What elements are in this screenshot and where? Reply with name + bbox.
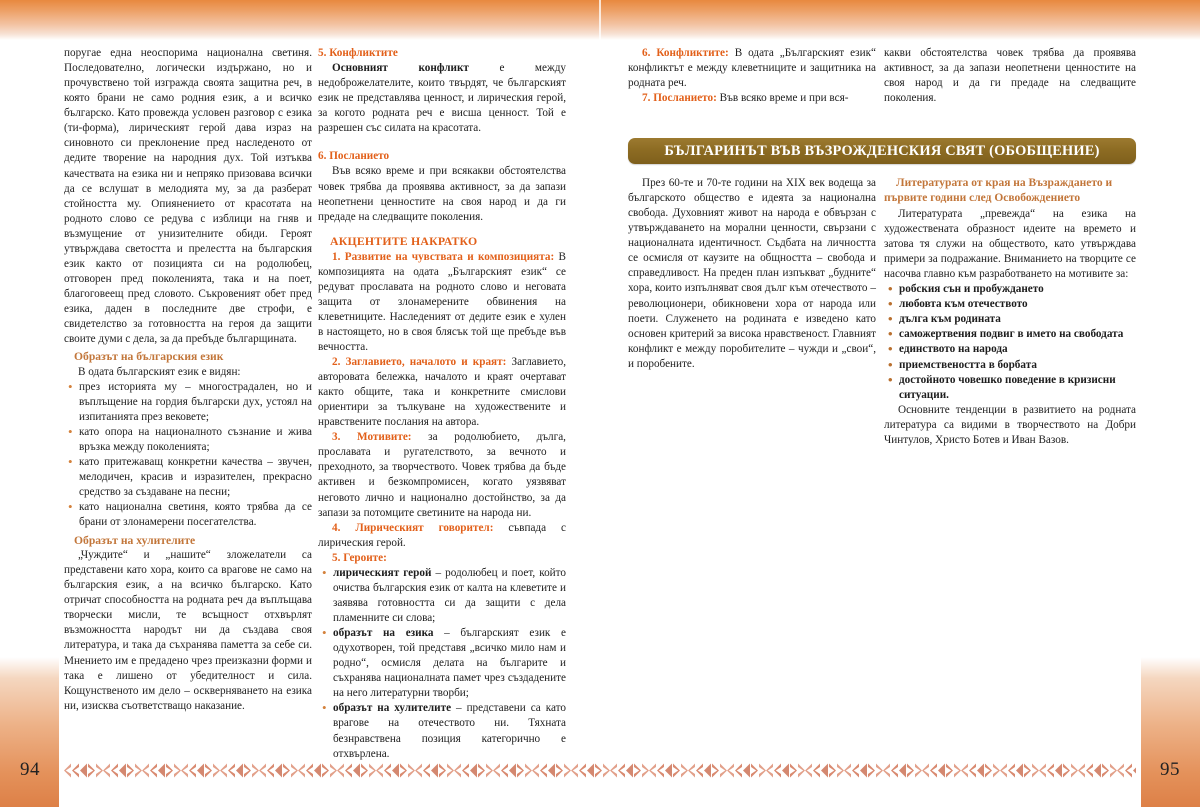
list-item: • достойното човешко поведение в кризисни ситуации. (884, 373, 1136, 403)
page-number-right: 95 (1160, 759, 1180, 780)
list-item: • дълга към родината (884, 312, 1136, 327)
list-language-traits (64, 380, 312, 531)
list-item: • като притежаващ конкретни качества – звучен, мелодичен, красив и изразителен, прекрасно средство за създаване на песни; (64, 455, 312, 500)
accent-item-4-text: съвпада с лирическия герой. (318, 521, 567, 549)
accent-item-2-label: 2. Заглавието, началото и краят: (332, 355, 507, 368)
column-3-section-body (628, 176, 876, 372)
heading-message (318, 149, 566, 164)
list-item (318, 701, 566, 761)
hero-3-text: – представени са като врагове на отечеството ни. Тяхната безнравствена позиция категорично е отхвърлена. (333, 702, 566, 760)
accent-item-4-label: 4. Лирическият говорител: (332, 521, 494, 534)
heading-message-number: 6. (318, 150, 327, 163)
paragraph-continued: поругае една неоспорима национална светиня. Последователно, логически издържано, но и прочувствено той изгражда своята защитна реч, в която брани не само родния език, а и всичко българско. Като провежда условен разговор с езика (ти-форма), лирическият герой дава израз на синовното си преклонение пред наследеното от дедите творение на народния дух. Той изтъква качествата на езика ни и непряко призовава всички да се вслушат в мелодията му, за да разберат стойността му. Опиянението от красотата на родното слово се редува с изблици на гняв и възмущение от унизителните обиди. Героят утвърждава светостта и прелестта на българския език както от позицията си на родолюбец, отговорен пред поколенията, така и на поет, благоговеещ пред словото. Съкровеният обет пред езика, даден в последните две строфи, е свидетелство за готовността на героя да защити своите думи с дела, за да пребъде българщината. (64, 47, 312, 346)
item-6-conflicts (628, 46, 876, 91)
list-item: • саможертвения подвиг в името на свободата (884, 327, 1136, 342)
list-item (318, 566, 566, 626)
heading-literature-period: Литературата от края на Възраждането и първите години след Освобождението (884, 177, 1113, 205)
paragraph-conflicts-lead: Основният конфликт (332, 62, 469, 75)
list-item: • приемствеността в борбата (884, 358, 1136, 373)
spread-gutter-divider (599, 0, 601, 40)
paragraph-conflicts (318, 61, 566, 136)
list-heroes (318, 566, 566, 762)
page-number-left: 94 (20, 759, 40, 780)
accent-item-2-text: Заглавието, авторовата бележка, началото и краят очертават както общите, така и конкретните смислови ориентири за тълкуване на художествените и нравствените послания на автора. (318, 355, 566, 429)
accent-item-3 (318, 430, 566, 520)
footer-ornament-ribbon (64, 762, 1136, 779)
column-3 (628, 46, 876, 106)
paragraph-literature-intro: Литературата „превежда“ на езика на художествената образност идеите на времето и затова тя служи на обществото, като утвърждава примери за подражание. Вниманието на творците се насочва главно към разработването на мотивите за: (884, 207, 1136, 281)
accent-item-1-label: 1. Развитие на чувствата и композицията: (332, 250, 555, 263)
list-item: • през историята му – многострадален, но и въплъщение на гордия български дух, устоял на изпитанията през вековете; (64, 380, 312, 425)
list-item: • като опора на националното съзнание и жива връзка между поколенията; (64, 425, 312, 455)
hero-1-text: – родолюбец и поет, който очиства българския език от калта на клеветите и заявява готовността си да защити с дела пламенните си слова; (333, 566, 566, 625)
hero-2-lead: образът на езика (333, 627, 434, 640)
paragraph-conflicts-body: е между недоброжелателите, които твърдят, че българският език не представлява ценност, и лирическия герой, за когото родната реч е висша ценност. Той е разрешен със силата на красотата. (318, 62, 566, 135)
item-7-message (628, 91, 876, 106)
paragraph-detractors: „Чуждите“ и „нашите“ зложелатели са представени като хора, които са врагове не само на българския език, а на всичко българско. Като отричат способността на родната реч да въплъщава творчески мисли, те всъщност отхвърлят възможността народът ни да създава своя литература, и така да съхранява паметта за себе си. Мнението им е предадено чрез преизказни форми и така е лишено от убедителност и сила. Кощунственото им дело – оскверняването на езика ни, изисква съответстващо наказание. (64, 549, 312, 712)
accent-item-1-text: В композицията на одата „Българският език“ се редуват прославата на родното слово и неговата защита от злонамерените обвинения на клеветниците. Наследеният от дедите език е хулен в настоящето, но в своя блясък той ще пребъде във вечността. (318, 250, 567, 353)
hero-1-lead: лирическият герой (333, 566, 432, 579)
heading-conflicts-label: Конфликтите (329, 47, 398, 59)
list-motifs (884, 282, 1136, 403)
section-banner-title: БЪЛГАРИНЪТ ВЪВ ВЪЗРОЖДЕНСКИЯ СВЯТ (ОБОБЩЕНИЕ) (664, 142, 1100, 159)
column-4 (884, 46, 1136, 106)
heading-conflicts (318, 46, 566, 61)
accent-item-5 (318, 551, 566, 566)
list-item: • любовта към отечеството (884, 297, 1136, 312)
accent-item-3-text: за родолюбието, дълга, прославата и ругателството, за вечното и преходното, за творчеството. Човек трябва да бъде активен и безкомпромисен, когато уязвяват неговото лично и национално достойнство, за да запази за потомците светините на народа ни. (318, 431, 566, 519)
heading-image-of-language: Образът на българския език (74, 350, 224, 364)
section-banner (628, 138, 1136, 164)
section-body-paragraph: През 60-те и 70-те години на XIX век водеща за българското общество е идеята за национална свобода. Духовният живот на народа е обвързан с утвърждаването на морални ценности, свързани с националната идентичност. Съдбата на личността се осмисля от каузите на общността – свобода и справедливост. На преден план изпъкват „будните“ хора, които изпълняват своя дълг към отечеството – революционери, обикновени хора от народа или поети. Служенето на родината е изведено като основен критерий за висока нравственост. Главният конфликт е между поробителите – чужди и „свои“, и поробените. (628, 177, 876, 370)
accent-item-2 (318, 355, 566, 430)
list-item: • единството на народа (884, 342, 1136, 357)
paragraph-closing: Основните тенденции в развитието на родната литература са видими в творчеството на Добри Чинтулов, Христо Ботев и Иван Вазов. (884, 403, 1136, 446)
accent-item-5-label: 5. Героите: (332, 551, 387, 564)
heading-message-label: Посланието (329, 150, 390, 163)
column-4-section-body (884, 176, 1136, 448)
list-item: • като национална светиня, която трябва да се брани от злонамерени посегателства. (64, 500, 312, 530)
heading-conflicts-number: 5. (318, 47, 327, 59)
list-item: • робския сън и пробуждането (884, 282, 1136, 297)
accent-item-1 (318, 250, 566, 355)
intro-language: В одата българският език е видян: (78, 365, 241, 378)
item-6-text: В одата „Българският език“ конфликтът е между клеветниците и защитника на родната реч. (628, 47, 876, 90)
item-7-continuation: какви обстоятелства човек трябва да проявява активност, за да запази неопетнени ценностите на своя народ и да ги предаде на следващите поколения. (884, 47, 1136, 105)
hero-2-text: – българският език е одухотворен, той представя „всичко мило нам и родно“, осмисля делата на българите и съхранява националната памет чрез създадените на него литературни творби; (333, 627, 566, 700)
column-2 (318, 46, 566, 762)
list-item (318, 626, 566, 701)
hero-3-lead: образът на хулителите (333, 702, 452, 715)
heading-accents-summary: АКЦЕНТИТЕ НАКРАТКО (330, 233, 478, 248)
paragraph-message: Във всяко време и при всякакви обстоятелства човек трябва да проявява активност, за да запази неопетнени ценностите на своя народ и да ги предаде на следващите поколения. (318, 165, 566, 223)
item-6-label: 6. Конфликтите: (642, 47, 729, 59)
accent-item-3-label: 3. Мотивите: (332, 431, 412, 444)
column-1 (64, 46, 312, 714)
accent-item-4 (318, 521, 566, 551)
heading-image-of-detractors: Образът на хулителите (74, 533, 196, 547)
item-7-text: Във всяко време и при вся- (716, 92, 849, 105)
item-7-label: 7. Посланието: (642, 92, 717, 105)
